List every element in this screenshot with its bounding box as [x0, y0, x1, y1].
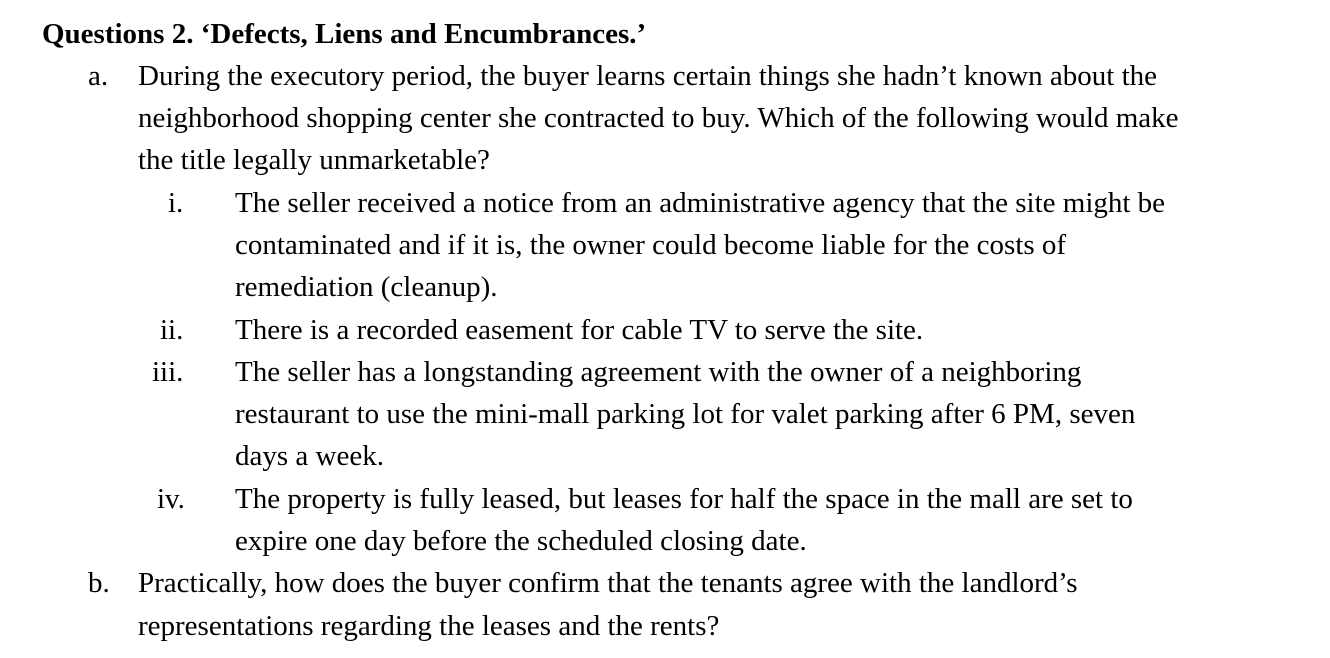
- option-i-line-1: The seller received a notice from an administrative agency that the site might be: [235, 187, 1166, 219]
- option-iii-line-1: The seller has a longstanding agreement with the owner of a neighboring: [235, 356, 1082, 388]
- option-iii-marker: iii.: [152, 356, 184, 388]
- question-b-marker: b.: [88, 567, 110, 599]
- question-b-line-2: representations regarding the leases and the rents?: [138, 610, 720, 642]
- question-heading: Questions 2. ‘Defects, Liens and Encumbrances.’: [42, 18, 647, 50]
- option-iv-line-2: expire one day before the scheduled closing date.: [235, 525, 807, 557]
- option-i-line-3: remediation (cleanup).: [235, 271, 498, 303]
- question-a-line-1: During the executory period, the buyer learns certain things she hadn’t known about the: [138, 60, 1158, 92]
- option-iii-line-2: restaurant to use the mini-mall parking lot for valet parking after 6 PM, seven: [235, 398, 1136, 430]
- question-b-line-1: Practically, how does the buyer confirm that the tenants agree with the landlord’s: [138, 567, 1078, 599]
- option-ii-line-1: There is a recorded easement for cable TV to serve the site.: [235, 314, 924, 346]
- option-iii-line-3: days a week.: [235, 440, 384, 472]
- option-iv-line-1: The property is fully leased, but leases for half the space in the mall are set to: [235, 483, 1133, 515]
- question-a-marker: a.: [88, 60, 109, 92]
- option-i-marker: i.: [168, 187, 184, 219]
- question-a-line-2: neighborhood shopping center she contracted to buy. Which of the following would make: [138, 102, 1179, 134]
- option-ii-marker: ii.: [160, 314, 184, 346]
- option-iv-marker: iv.: [157, 483, 185, 515]
- option-i-line-2: contaminated and if it is, the owner could become liable for the costs of: [235, 229, 1067, 261]
- question-a-line-3: the title legally unmarketable?: [138, 144, 490, 176]
